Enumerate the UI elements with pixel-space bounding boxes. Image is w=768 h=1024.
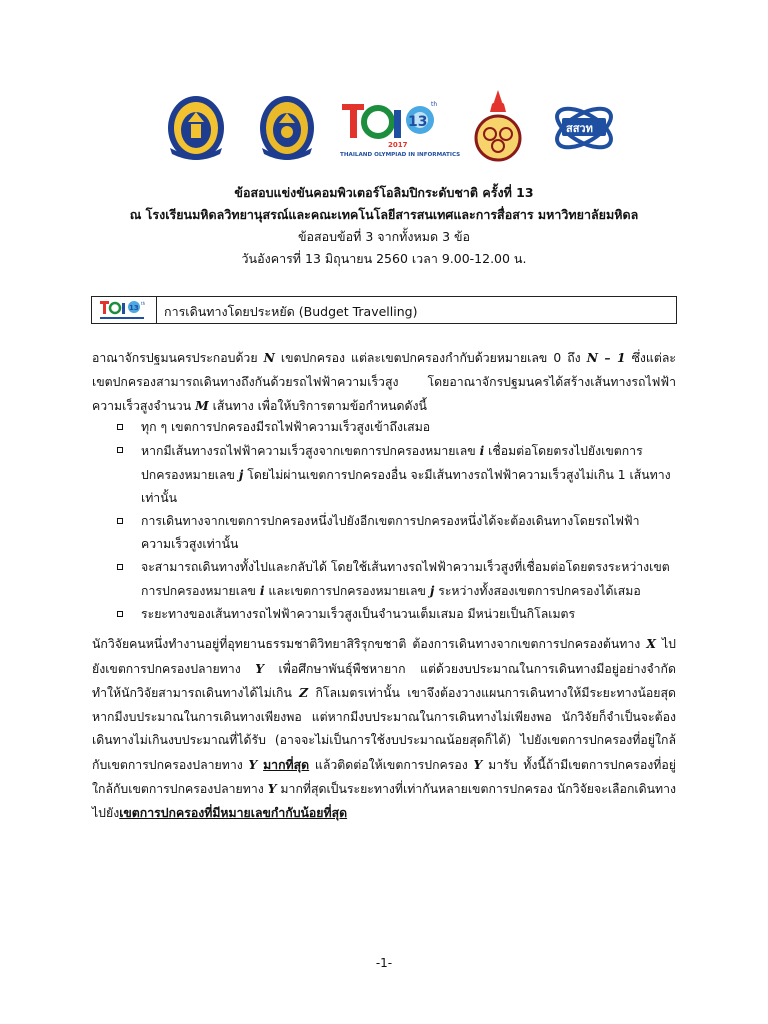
- var-y: Y: [473, 756, 483, 772]
- rule-4-text-2: และเขตการปกครองหมายเลข: [264, 584, 430, 598]
- square-bullet-icon: [117, 424, 123, 430]
- p2-text-5: แล้วติดต่อให้เขตการปกครอง: [309, 757, 474, 772]
- rule-4-text-3: ระหว่างทั้งสองเขตการปกครองได้เสมอ: [434, 584, 641, 598]
- rules-list: [114, 416, 676, 626]
- ict-mahidol-logo: [470, 88, 526, 168]
- mwit-crest-logo: [160, 92, 232, 164]
- intro-text-4: เส้นทาง เพื่อให้บริการตามข้อกำหนดดังนี้: [208, 399, 427, 413]
- page-number: -1-: [375, 956, 393, 970]
- rule-1-text: ทุก ๆ เขตการปกครองมีรถไฟฟ้าความเร็วสูงเข้าถึงเสมอ: [141, 420, 431, 434]
- rule-2-text-1: หากมีเส้นทางรถไฟฟ้าความเร็วสูงจากเขตการปกครองหมายเลข: [141, 444, 480, 458]
- var-i: i: [479, 443, 485, 458]
- var-j: j: [429, 583, 435, 598]
- intro-text-3: ซึ่งแต่ละเขตปกครองสามารถเดินทางถึงกันด้วยรถไฟฟ้าความเร็วสูง โดยอาณาจักรปฐมนครได้สร้างเส้นทางรถไฟฟ้าความเร็วสูงจำนวน: [92, 351, 676, 413]
- var-j: j: [238, 467, 244, 482]
- rule-2-text-3: โดยไม่ผ่านเขตการปกครองอื่น จะมีเส้นทางรถไฟฟ้าความเร็วสูงไม่เกิน 1 เส้นทางเท่านั้น: [141, 468, 671, 505]
- exam-header: [80, 182, 688, 270]
- rule-4-text-1: จะสามารถเดินทางทั้งไปและกลับได้ โดยใช้เส้นทางรถไฟฟ้าความเร็วสูงที่เชื่อมต่อโดยตรงระหว่างเขตการปกครองหมายเลข: [141, 560, 670, 598]
- var-n-minus-1: N – 1: [586, 350, 626, 365]
- emphasis-smallest-number: เขตการปกครองที่มีหมายเลขกำกับน้อยที่สุด: [119, 805, 348, 820]
- rule-item: [114, 510, 676, 556]
- var-i: i: [259, 583, 265, 598]
- p2-text-7: มากที่สุดเป็นระยะทางที่เท่ากันหลายเขตการปกครอง นักวิจัยจะเลือกเดินทางไปยัง: [92, 782, 676, 820]
- rule-item: [114, 439, 676, 510]
- p2-text-4: กิโลเมตรเท่านั้น เขาจึงต้องวางแผนการเดินทางให้มีระยะทางน้อยสุดหากมีงบประมาณในการเดินทางเพียงพอ แต่หากมีงบประมาณในการเดินทางไม่เพียงพอ นักวิจัยก็จำเป็นจะต้องเดินทางไม่เกินงบประมาณที่ได้รับ (อาจจะไม่เป็นการใช้งบประมาณน้อยสุดก็ได้) ไปยังเขตการปกครองที่อยู่ใกล้กับเขตการปกครองปลายทาง: [92, 686, 676, 772]
- square-bullet-icon: [117, 611, 123, 617]
- task-title-box: [91, 296, 677, 324]
- var-y: Y: [255, 660, 264, 676]
- task-title-english: (Budget Travelling): [298, 304, 418, 319]
- rule-5-text: ระยะทางของเส้นทางรถไฟฟ้าความเร็วสูงเป็นจำนวนเต็มเสมอ มีหน่วยเป็นกิโลเมตร: [141, 607, 576, 621]
- rule-item: [114, 416, 676, 439]
- researcher-paragraph: [92, 632, 676, 825]
- var-x: X: [646, 636, 656, 651]
- task-title: [164, 302, 417, 322]
- toi-number: 13: [408, 114, 428, 130]
- header-logos: [160, 86, 620, 172]
- p2-text-1: นักวิจัยคนหนึ่งทำงานอยู่ที่อุทยานธรรมชาติวิทยาสิริรุกขชาติ ต้องการเดินทางจากเขตการปกครองต้นทาง: [92, 637, 647, 651]
- ipst-logo: [548, 90, 620, 166]
- exam-date: วันอังคารที่ 13 มิถุนายน 2560 เวลา 9.00-12.00 น.: [241, 251, 527, 266]
- mahidol-crest-logo: [252, 92, 322, 164]
- square-bullet-icon: [117, 518, 123, 524]
- var-n: N: [263, 350, 275, 365]
- toi-13th-logo: [338, 94, 461, 164]
- rule-2-text-2: เชื่อมต่อโดยตรงไปยังเขตการปกครองหมายเลข: [141, 444, 643, 482]
- small-logo-superscript: th: [141, 301, 146, 306]
- rule-item: [114, 556, 676, 603]
- p2-text-3: เพื่อศึกษาพันธุ์พืชหายาก แต่ด้วยงบประมาณในการเดินทางมีอยู่อย่างจำกัด ทำให้นักวิจัยสามารถเดินทางได้ไม่เกิน: [92, 661, 676, 700]
- exam-venue: ณ โรงเรียนมหิดลวิทยานุสรณ์และคณะเทคโนโลยีสารสนเทศและการสื่อสาร มหาวิทยาลัยมหิดล: [129, 207, 639, 222]
- exam-number: ข้อสอบข้อที่ 3 จากทั้งหมด 3 ข้อ: [297, 229, 471, 244]
- task-box-divider: [156, 297, 157, 323]
- toi-caption: THAILAND OLYMPIAD IN INFORMATICS: [340, 152, 461, 158]
- p2-text-2: ไปยังเขตการปกครองปลายทาง: [92, 637, 676, 676]
- var-m: M: [195, 398, 209, 413]
- toi-superscript: th: [431, 101, 438, 108]
- exam-title: ข้อสอบแข่งขันคอมพิวเตอร์โอลิมปิกระดับชาติ ครั้งที่ 13: [234, 185, 534, 200]
- rule-item: [114, 603, 676, 626]
- var-z: Z: [299, 685, 309, 700]
- ipst-logo-text: สสวท: [566, 122, 593, 135]
- toi-year: 2017: [388, 141, 408, 149]
- intro-text-1: อาณาจักรปฐมนครประกอบด้วย: [92, 351, 264, 365]
- square-bullet-icon: [117, 564, 123, 570]
- toi-small-logo: [98, 299, 150, 323]
- var-y: Y: [248, 756, 258, 772]
- task-title-thai: การเดินทางโดยประหยัด: [164, 304, 295, 319]
- intro-paragraph: [92, 346, 676, 419]
- emphasis-most: มากที่สุด: [263, 757, 310, 772]
- p2-text-6: มารับ ทั้งนี้ถ้ามีเขตการปกครองที่อยู่ใกล้กับเขตการปกครองปลายทาง: [92, 757, 676, 796]
- small-logo-number: 13: [129, 304, 139, 312]
- square-bullet-icon: [117, 447, 123, 453]
- rule-3-text: การเดินทางจากเขตการปกครองหนึ่งไปยังอีกเขตการปกครองหนึ่งได้จะต้องเดินทางโดยรถไฟฟ้าความเร็วสูงเท่านั้น: [141, 514, 640, 551]
- intro-text-2: เขตปกครอง แต่ละเขตปกครองกำกับด้วยหมายเลข 0 ถึง: [274, 351, 587, 365]
- var-y: Y: [267, 781, 277, 796]
